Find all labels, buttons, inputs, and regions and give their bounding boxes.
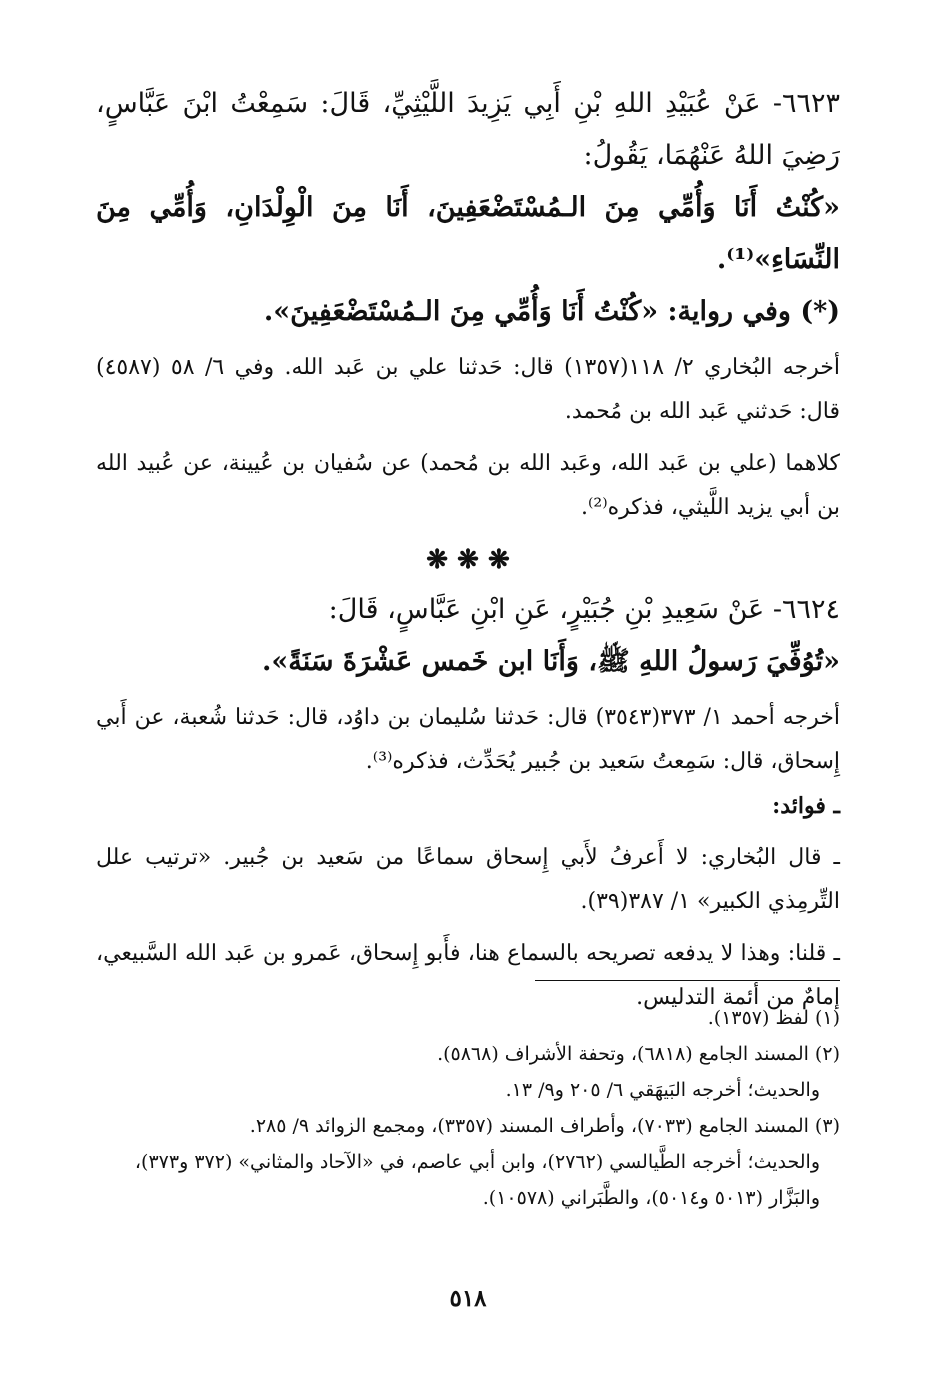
main-text [96,78,840,1020]
fawaid-heading: ـ فوائد: [772,793,840,819]
hadith-6624-takhrij: أخرجه أحمد ١/ ٣٧٣(٣٥٤٣) قال: حَدثنا سُليمان بن داوُد، قال: حَدثنا شُعبة، عن أَبي إِسحاق، قال: سَمِعتُ سَعيد بن جُبير يُحَدِّث، فذكره⁽³⁾. [96,705,840,774]
hadith-6623-isnad: ٦٦٢٣- عَنْ عُبَيْدِ اللهِ بْنِ أَبِي يَزِيدَ اللَّيْثِيِّ، قَالَ: سَمِعْتُ ابْنَ عَبَّاسٍ، رَضِيَ اللهُ عَنْهُمَا، يَقُولُ: [96,88,840,171]
hadith-6623-riwaya: (*) وفي رواية: «كُنْتُ أَنَا وَأُمِّي مِنَ الـمُسْتَضْعَفِينَ». [263,296,840,327]
page-number: ٥١٨ [449,1285,487,1312]
footnote-1: (١) لفظ (١٣٥٧). [707,1007,840,1029]
hadith-6624-isnad: ٦٦٢٤- عَنْ سَعِيدِ بْنِ جُبَيْرٍ، عَنِ ابْنِ عَبَّاسٍ، قَالَ: [328,594,840,625]
section-separator: ❋ ❋ ❋ [426,545,510,575]
footnote-3-continuation: والحديث؛ أخرجه الطَّيالسي (٢٧٦٢)، وابن أبي عاصم، في «الآحاد والمثاني» (٣٧٢ و٣٧٣)، والبَزَّار (٥٠١٣ و٥٠١٤)، والطَّبَراني (١٠٥٧٨). [134,1151,820,1209]
hadith-6623-takhrij-2: كلاهما (علي بن عَبد الله، وعَبد الله بن مُحمد) عن سُفيان بن عُيينة، عن عُبيد الله بن أبي يزيد اللَّيثي، فذكره⁽²⁾. [96,451,840,520]
hadith-6624-matn: «تُوُفِّيَ رَسولُ اللهِ ﷺ، وَأَنَا ابن خَمس عَشْرَةَ سَنَةً». [262,646,840,677]
hadith-6623-matn: «كُنْتُ أَنَا وَأُمِّي مِنَ الـمُسْتَضْعَفِينَ، أَنَا مِنَ الْوِلْدَانِ، وَأُمِّي مِنَ النِّسَاءِ»⁽¹⁾. [96,192,840,275]
footnote-divider [535,980,840,981]
hadith-6623-takhrij-1: أخرجه البُخاري ٢/ ١١٨(١٣٥٧) قال: حَدثنا علي بن عَبد الله. وفي ٦/ ٥٨ (٤٥٨٧) قال: حَدثني عَبد الله بن مُحمد. [96,355,841,424]
fawaid-item-1: ـ قال البُخاري: لا أَعرفُ لأَبي إِسحاق سماعًا من سَعيد بن جُبير. «ترتيب علل التِّرمِذي الكبير» ١/ ٣٨٧(٣٩). [96,845,840,914]
footnote-3: (٣) المسند الجامع (٧٠٣٣)، وأطراف المسند (٣٣٥٧)، ومجمع الزوائد ٩/ ٢٨٥. [249,1115,840,1137]
footnotes [96,1000,840,1216]
footnote-2-continuation: والحديث؛ أخرجه البَيهَقي ٦/ ٢٠٥ و٩/ ١٣. [505,1079,820,1101]
fawaid-item-2: ـ قلنا: وهذا لا يدفعه تصريحه بالسماع هنا، فأَبو إِسحاق، عَمرو بن عَبد الله السَّبيعي، إمامٌ من أئمة التدليس. [96,941,840,1010]
footnote-2: (٢) المسند الجامع (٦٨١٨)، وتحفة الأشراف (٥٨٦٨). [437,1043,840,1065]
